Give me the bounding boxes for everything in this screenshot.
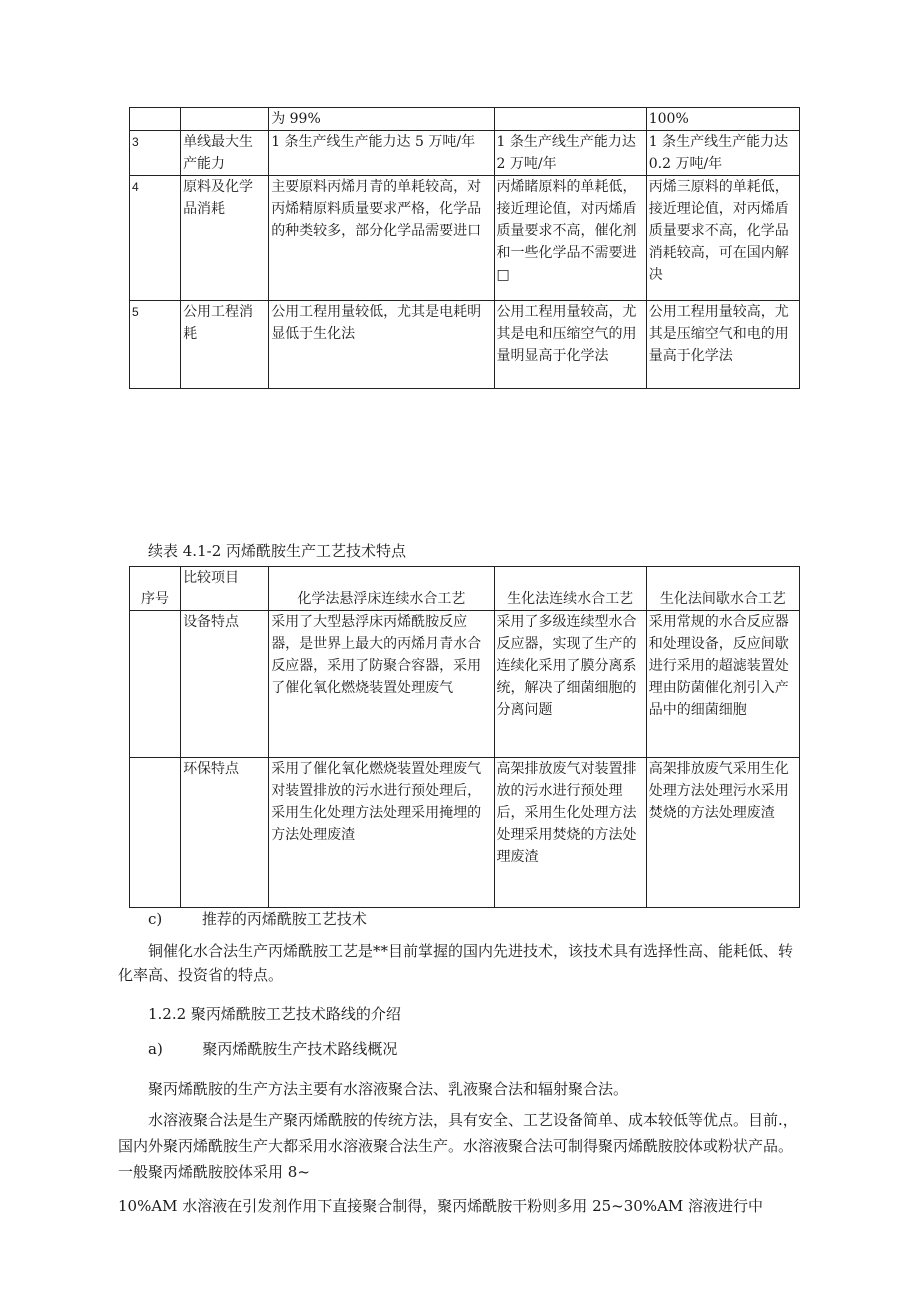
- row-item: 原料及化学品消耗: [181, 176, 269, 301]
- header-bio-continuous: 生化法连续水合工艺: [494, 567, 646, 611]
- row-number: [130, 611, 181, 758]
- row-item: [181, 108, 269, 131]
- cell-chemical: 采用了催化氧化燃烧装置处理废气对装置排放的污水进行预处理后，采用生化处理方法处理采用掩埋的方法处理废渣: [269, 758, 494, 908]
- cell-chemical: 为 99%: [269, 108, 494, 131]
- cell-bio-batch: 高架排放废气采用生化处理方法处理污水采用焚烧的方法处理废渣: [646, 758, 799, 908]
- cell-chemical: 主要原料丙烯月青的单耗较高，对丙烯精原料质量要求严格，化学品的种类较多，部分化学品需要进口: [269, 176, 494, 301]
- row-number: [130, 108, 181, 131]
- cell-bio-continuous: 公用工程用量较高，尤其是电和压缩空气的用量明显高于化学法: [494, 301, 646, 389]
- table-row: [130, 131, 800, 176]
- cell-bio-continuous: 1 条生产线生产能力达 2 万吨/年: [494, 131, 646, 176]
- cell-bio-batch: 丙烯三原料的单耗低，接近理论值，对丙烯盾质量要求不高，化学品消耗较高，可在国内解决: [646, 176, 799, 301]
- cell-chemical: 1 条生产线生产能力达 5 万吨/年: [269, 131, 494, 176]
- section-a-heading: [148, 1037, 397, 1061]
- header-chemical: 化学法悬浮床连续水合工艺: [269, 567, 494, 611]
- row-number: 4: [130, 176, 181, 301]
- paragraph-pam-methods: 聚丙烯酰胺的生产方法主要有水溶液聚合法、乳液聚合法和辐射聚合法。: [148, 1080, 629, 1098]
- row-item: 环保特点: [181, 758, 269, 908]
- cell-bio-continuous: 高架排放废气对装置排放的污水进行预处理后，采用生化处理方法处理采用焚烧的方法处理废渣: [494, 758, 646, 908]
- cell-chemical: 公用工程用量较低，尤其是电耗明显低于生化法: [269, 301, 494, 389]
- header-item: 比较项目: [181, 567, 269, 611]
- cell-bio-batch: 采用常规的水合反应器和处理设备，反应间歇进行采用的超滤装置处理由防菌催化剂引入产品中的细菌细胞: [646, 611, 799, 758]
- row-item: 设备特点: [181, 611, 269, 758]
- process-comparison-table-part1: [129, 107, 800, 389]
- section-c-heading: [148, 907, 367, 931]
- row-number: 5: [130, 301, 181, 389]
- paragraph-acrylamide-recommendation: 铜催化水合法生产丙烯酰胺工艺是**目前掌握的国内先进技术，该技术具有选择性高、能耗低、转化率高、投资省的特点。: [118, 942, 794, 984]
- cell-bio-batch: 1 条生产线生产能力达 0.2 万吨/年: [646, 131, 799, 176]
- cell-chemical: 采用了大型悬浮床丙烯酰胺反应器，是世界上最大的丙烯月青水合反应器，采用了防聚合容器，采用了催化氧化燃烧装置处理废气: [269, 611, 494, 758]
- table-row: [130, 176, 800, 301]
- cell-bio-batch: 100%: [646, 108, 799, 131]
- cell-bio-continuous: 丙烯睹原料的单耗低，接近理论值，对丙烯盾质量要求不高，催化剂和一些化学品不需要进□: [494, 176, 646, 301]
- header-number: 序号: [130, 567, 181, 611]
- table-header-row: [130, 567, 800, 611]
- table-row: [130, 301, 800, 389]
- paragraph-solution-polymerization: 水溶液聚合法是生产聚丙烯酰胺的传统方法，具有安全、工艺设备简单、成本较低等优点。目前.，国内外聚丙烯酰胺生产大都采用水溶液聚合法生产。水溶液聚合法可制得聚丙烯酰胺胶体或粉状产品。一般聚丙烯酰胺胶体采用 8~: [118, 1111, 798, 1181]
- cell-bio-batch: 公用工程用量较高，尤其是压缩空气和电的用量高于化学法: [646, 301, 799, 389]
- process-comparison-table-part2: [129, 566, 800, 908]
- cell-bio-continuous: [494, 108, 646, 131]
- section-a-title: 聚丙烯酰胺生产技术路线概况: [202, 1040, 398, 1058]
- section-c-marker: c): [148, 910, 163, 928]
- row-item: 单线最大生产能力: [181, 131, 269, 176]
- row-number: 3: [130, 131, 181, 176]
- row-number: [130, 758, 181, 908]
- paragraph-continuation: 10%AM 水溶液在引发剂作用下直接聚合制得，聚丙烯酰胺干粉则多用 25~30%AM 溶液进行中: [118, 1197, 764, 1215]
- row-item: 公用工程消耗: [181, 301, 269, 389]
- section-c-title: 推荐的丙烯酰胺工艺技术: [201, 910, 367, 928]
- cell-bio-continuous: 采用了多级连续型水合反应器，实现了生产的连续化采用了膜分离系统，解决了细菌细胞的分离问题: [494, 611, 646, 758]
- table-caption: 续表 4.1-2 丙烯酰胺生产工艺技术特点: [148, 542, 407, 560]
- header-bio-batch: 生化法间歇水合工艺: [646, 567, 799, 611]
- table-row: [130, 758, 800, 908]
- section-a-marker: a): [148, 1040, 163, 1058]
- table-row: [130, 108, 800, 131]
- table-row: [130, 611, 800, 758]
- section-heading-1-2-2: 1.2.2 聚丙烯酰胺工艺技术路线的介绍: [148, 1005, 401, 1023]
